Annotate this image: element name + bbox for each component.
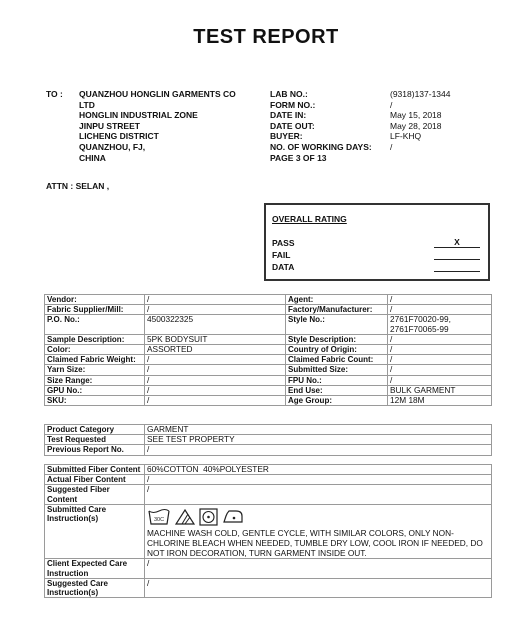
- care-instruction-text: MACHINE WASH COLD, GENTLE CYCLE, WITH SIMILAR COLORS, ONLY NON-CHLORINE BLEACH WHEN NEEDED, TUMBLE DRY LOW, COOL IRON IF NEEDED, DO NOT IRON DECORATION, TURN GARMENT INSIDE OUT.: [147, 527, 483, 559]
- info-label: Vendor:: [45, 295, 145, 305]
- category-label: Test Requested: [45, 435, 145, 445]
- lab-info-label: FORM NO.:: [270, 99, 316, 110]
- info-value: /: [388, 345, 492, 355]
- category-value: SEE TEST PROPERTY: [145, 435, 492, 445]
- overall-rating-title: OVERALL RATING: [272, 214, 347, 224]
- table-row: [45, 315, 492, 334]
- info-label: SKU:: [45, 396, 145, 406]
- info-label: GPU No.:: [45, 385, 145, 395]
- info-label: Sample Description:: [45, 334, 145, 344]
- care-symbols: [147, 508, 489, 526]
- info-value: 2761F70020-99, 2761F70065-99: [388, 315, 492, 334]
- data-label: DATA: [272, 262, 295, 272]
- address-line: QUANZHOU, FJ,: [79, 141, 146, 152]
- cool-iron-icon: [222, 508, 244, 526]
- info-label: Claimed Fabric Weight:: [45, 355, 145, 365]
- info-label: Fabric Supplier/Mill:: [45, 305, 145, 315]
- wash-temp-label: 30C: [153, 516, 165, 523]
- category-value: /: [145, 445, 492, 455]
- lab-info-label: BUYER:: [270, 131, 303, 142]
- submitted-care-value: [145, 504, 492, 559]
- client-care-label: Client Expected Care Instruction: [45, 559, 145, 578]
- table-row: [45, 578, 492, 597]
- info-label: End Use:: [286, 385, 388, 395]
- client-care-value: /: [145, 559, 492, 578]
- actual-fiber-value: /: [145, 475, 492, 485]
- info-label: Color:: [45, 345, 145, 355]
- lab-info-labels: [270, 89, 372, 153]
- info-label: Agent:: [286, 295, 388, 305]
- table-row: [45, 504, 492, 559]
- address-line: LTD: [79, 99, 95, 110]
- info-label: Factory/Manufacturer:: [286, 305, 388, 315]
- lab-info-value: /: [390, 141, 393, 152]
- page-number: PAGE 3 OF 13: [270, 153, 327, 163]
- non-chlorine-bleach-icon: [175, 508, 195, 526]
- attn-line: ATTN : SELAN ,: [46, 181, 110, 191]
- submitted-care-label: Submitted Care Instruction(s): [45, 504, 145, 559]
- table-row: [45, 295, 492, 305]
- lab-info-label: DATE IN:: [270, 110, 307, 121]
- fail-label: FAIL: [272, 250, 291, 260]
- table-row: [45, 365, 492, 375]
- address-line: LICHENG DISTRICT: [79, 131, 159, 142]
- table-row: [45, 475, 492, 485]
- lab-info-value: LF-KHQ: [390, 131, 422, 142]
- table-row: [45, 485, 492, 504]
- table-row: [45, 445, 492, 455]
- info-value: /: [145, 305, 286, 315]
- address-line: CHINA: [79, 152, 106, 163]
- address-line: HONGLIN INDUSTRIAL ZONE: [79, 110, 198, 121]
- info-label: P.O. No.:: [45, 315, 145, 334]
- table-row: [45, 355, 492, 365]
- table-row: [45, 385, 492, 395]
- info-value: /: [388, 295, 492, 305]
- to-label: TO :: [46, 89, 63, 99]
- wash-30-icon: [147, 508, 171, 526]
- table-row: [45, 435, 492, 445]
- lab-info-value: May 28, 2018: [390, 120, 442, 131]
- info-value: 12M 18M: [388, 396, 492, 406]
- suggested-care-value: /: [145, 578, 492, 597]
- table-row: [45, 305, 492, 315]
- table-row: [45, 345, 492, 355]
- lab-info-label: DATE OUT:: [270, 120, 315, 131]
- info-value: BULK GARMENT: [388, 385, 492, 395]
- category-table: [44, 424, 492, 456]
- fail-mark: [434, 249, 480, 260]
- to-address: [79, 89, 236, 163]
- info-value: /: [145, 375, 286, 385]
- table-row: [45, 559, 492, 578]
- lab-info-value: /: [390, 99, 393, 110]
- fiber-care-table: [44, 464, 492, 598]
- pass-mark: X: [434, 237, 480, 248]
- address-line: JINPU STREET: [79, 120, 140, 131]
- info-label: Age Group:: [286, 396, 388, 406]
- lab-info-label: NO. OF WORKING DAYS:: [270, 141, 372, 152]
- lab-info-value: May 15, 2018: [390, 110, 442, 121]
- info-value: /: [145, 295, 286, 305]
- info-label: Submitted Size:: [286, 365, 388, 375]
- info-value: 4500322325: [145, 315, 286, 334]
- submitted-fiber-value: 60%COTTON 40%POLYESTER: [145, 465, 492, 475]
- info-value: /: [145, 396, 286, 406]
- report-title: TEST REPORT: [193, 26, 339, 48]
- lab-info-values: [390, 89, 451, 153]
- info-value: /: [388, 355, 492, 365]
- info-value: /: [145, 385, 286, 395]
- info-value: /: [388, 305, 492, 315]
- info-label: Yarn Size:: [45, 365, 145, 375]
- suggested-fiber-value: /: [145, 485, 492, 504]
- address-line: QUANZHOU HONGLIN GARMENTS CO: [79, 89, 236, 99]
- info-value: 5PK BODYSUIT: [145, 334, 286, 344]
- info-label: Size Range:: [45, 375, 145, 385]
- info-label: Style Description:: [286, 334, 388, 344]
- lab-info-value: (9318)137-1344: [390, 89, 451, 99]
- info-value: /: [388, 334, 492, 344]
- actual-fiber-label: Actual Fiber Content: [45, 475, 145, 485]
- category-label: Product Category: [45, 425, 145, 435]
- category-value: GARMENT: [145, 425, 492, 435]
- info-value: /: [145, 355, 286, 365]
- info-value: /: [145, 365, 286, 375]
- table-row: [45, 334, 492, 344]
- table-row: [45, 375, 492, 385]
- info-value: /: [388, 365, 492, 375]
- suggested-fiber-label: Suggested Fiber Content: [45, 485, 145, 504]
- info-value: /: [388, 375, 492, 385]
- table-row: [45, 465, 492, 475]
- table-row: [45, 425, 492, 435]
- info-value: ASSORTED: [145, 345, 286, 355]
- category-label: Previous Report No.: [45, 445, 145, 455]
- info-label: Claimed Fabric Count:: [286, 355, 388, 365]
- tumble-dry-low-icon: [199, 508, 218, 526]
- sample-info-table: [44, 294, 492, 406]
- info-label: Style No.:: [286, 315, 388, 334]
- table-row: [45, 396, 492, 406]
- suggested-care-label: Suggested Care Instruction(s): [45, 578, 145, 597]
- info-label: FPU No.:: [286, 375, 388, 385]
- info-label: Country of Origin:: [286, 345, 388, 355]
- data-mark: [434, 261, 480, 272]
- overall-rating-box: [264, 203, 490, 281]
- lab-info-label: LAB NO.:: [270, 89, 308, 99]
- pass-label: PASS: [272, 238, 295, 248]
- submitted-fiber-label: Submitted Fiber Content: [45, 465, 145, 475]
